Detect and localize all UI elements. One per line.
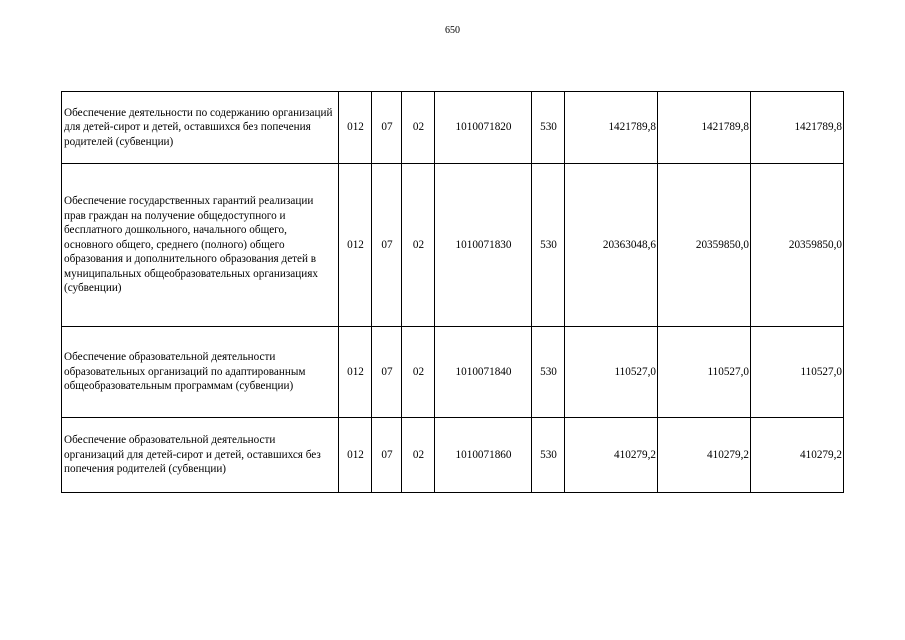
section-code-cell: 07 (372, 327, 402, 418)
amount-year-3-cell: 410279,2 (751, 418, 844, 493)
page-number: 650 (445, 25, 460, 36)
subsection-code-cell: 02 (402, 92, 435, 164)
amount-year-3-cell: 110527,0 (751, 327, 844, 418)
table-row (62, 327, 844, 418)
expense-type-cell: 530 (532, 92, 565, 164)
expense-name-cell: Обеспечение государственных гарантий реализации прав граждан на получение общедоступного и бесплатного дошкольного, начального общего, основного общего, среднего (полного) общего образования и дополнительного образования детей в муниципальных общеобразовательных организациях (субвенции) (62, 164, 339, 327)
budget-table (61, 91, 844, 493)
section-code-cell: 07 (372, 418, 402, 493)
subsection-code-cell: 02 (402, 418, 435, 493)
target-article-cell: 1010071860 (435, 418, 532, 493)
amount-year-3-cell: 1421789,8 (751, 92, 844, 164)
expense-type-cell: 530 (532, 327, 565, 418)
table-row (62, 164, 844, 327)
subsection-code-cell: 02 (402, 164, 435, 327)
amount-year-1-cell: 110527,0 (565, 327, 658, 418)
expense-name-cell: Обеспечение образовательной деятельности образовательных организаций по адаптированным общеобразовательным программам (субвенции) (62, 327, 339, 418)
ministry-code-cell: 012 (339, 327, 372, 418)
expense-name-cell: Обеспечение деятельности по содержанию организаций для детей-сирот и детей, оставшихся без попечения родителей (субвенции) (62, 92, 339, 164)
expense-type-cell: 530 (532, 418, 565, 493)
expense-name-cell: Обеспечение образовательной деятельности организаций для детей-сирот и детей, оставшихся без попечения родителей (субвенции) (62, 418, 339, 493)
amount-year-2-cell: 110527,0 (658, 327, 751, 418)
ministry-code-cell: 012 (339, 418, 372, 493)
ministry-code-cell: 012 (339, 92, 372, 164)
table-row (62, 418, 844, 493)
amount-year-1-cell: 20363048,6 (565, 164, 658, 327)
target-article-cell: 1010071840 (435, 327, 532, 418)
amount-year-2-cell: 1421789,8 (658, 92, 751, 164)
amount-year-1-cell: 410279,2 (565, 418, 658, 493)
amount-year-2-cell: 20359850,0 (658, 164, 751, 327)
ministry-code-cell: 012 (339, 164, 372, 327)
target-article-cell: 1010071830 (435, 164, 532, 327)
subsection-code-cell: 02 (402, 327, 435, 418)
expense-type-cell: 530 (532, 164, 565, 327)
section-code-cell: 07 (372, 92, 402, 164)
amount-year-3-cell: 20359850,0 (751, 164, 844, 327)
table-row (62, 92, 844, 164)
amount-year-1-cell: 1421789,8 (565, 92, 658, 164)
target-article-cell: 1010071820 (435, 92, 532, 164)
amount-year-2-cell: 410279,2 (658, 418, 751, 493)
section-code-cell: 07 (372, 164, 402, 327)
